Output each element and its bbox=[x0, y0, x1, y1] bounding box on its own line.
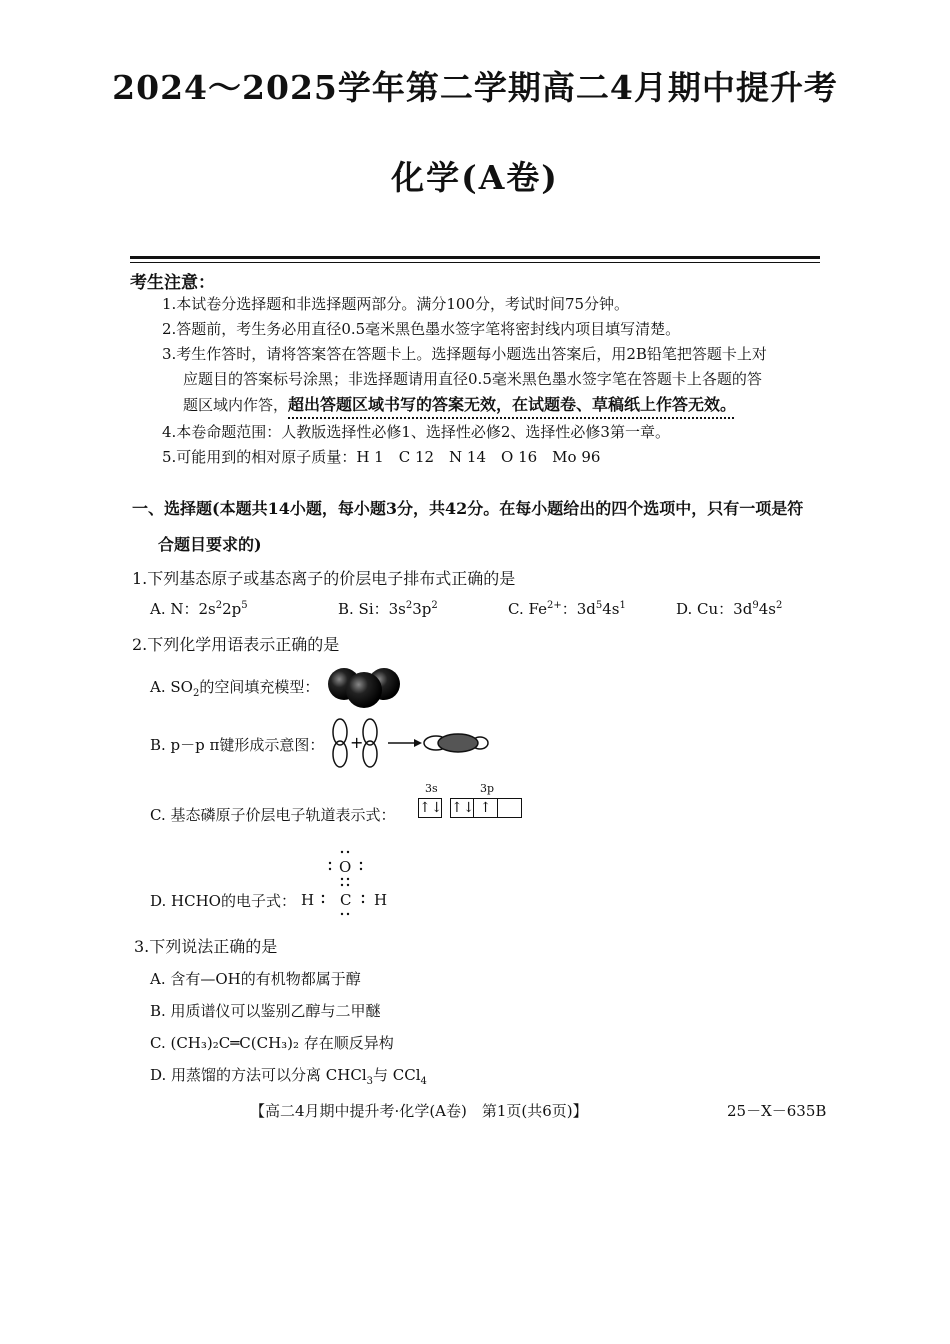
svg-text:O: O bbox=[339, 858, 352, 876]
section-title-line2: 合题目要求的) bbox=[158, 535, 262, 554]
q1-option-d: D. Cu：$3d^94s^2$ bbox=[676, 600, 783, 618]
q3-option-d: D. 用蒸馏的方法可以分离 CHCl$_3$与 CCl$_4$ bbox=[150, 1066, 427, 1087]
q1-option-c: C. $Fe^{2+}$：$3d^54s^1$ bbox=[508, 600, 626, 618]
notice-item-3-cont: 应题目的答案标号涂黑；非选择题请用直径0.5毫米黑色墨水签字笔在答题卡上各题的答 bbox=[183, 370, 762, 388]
q2-option-d: D. HCHO的电子式： bbox=[150, 892, 296, 910]
orbital-label-3p: 3p bbox=[480, 782, 495, 795]
footer-page-info: 【高二4月期中提升考·化学(A卷) 第1页(共6页)】 bbox=[250, 1102, 588, 1120]
so2-space-filling-model bbox=[324, 664, 404, 708]
q2-option-c: C. 基态磷原子价层电子轨道表示式： bbox=[150, 806, 396, 824]
section-title-line1: 一、选择题(本题共14小题，每小题3分，共42分。在每小题给出的四个选项中，只有一项是符 bbox=[132, 499, 804, 518]
q3-stem: 3.下列说法正确的是 bbox=[134, 937, 278, 956]
orbital-3p-box-1: ↑↓ bbox=[451, 800, 475, 816]
svg-text:C: C bbox=[340, 891, 352, 909]
svg-text:H: H bbox=[374, 891, 388, 909]
q3-option-c: C. (CH₃)₂C═C(CH₃)₂ 存在顺反异构 bbox=[150, 1034, 394, 1052]
q3-option-b: B. 用质谱仪可以鉴别乙醇与二甲醚 bbox=[150, 1002, 381, 1020]
orbital-label-3s: 3s bbox=[425, 782, 438, 795]
notice-item-3: 3.考生作答时，请将答案答在答题卡上。选择题每小题选出答案后，用2B铅笔把答题卡上对 bbox=[162, 345, 767, 363]
q2-option-a: A. $SO_2$的空间填充模型： bbox=[150, 678, 320, 699]
q1-stem: 1.下列基态原子或基态离子的价层电子排布式正确的是 bbox=[132, 569, 516, 588]
orbital-3p-box-3 bbox=[498, 798, 522, 818]
header-rule-thick bbox=[130, 256, 820, 259]
notice-item-3-tail: 题区域内作答， bbox=[183, 396, 289, 414]
phosphorus-orbital-diagram bbox=[418, 798, 522, 818]
notice-heading: 考生注意： bbox=[130, 273, 215, 293]
q1-option-b: B. Si：$3s^23p^2$ bbox=[338, 600, 438, 618]
q3-option-a: A. 含有—OH的有机物都属于醇 bbox=[150, 970, 361, 988]
header-rule-thin bbox=[130, 262, 820, 263]
orbital-3s-box: ↑↓ bbox=[419, 800, 443, 816]
svg-text:H: H bbox=[301, 891, 315, 909]
hcho-electron-formula bbox=[298, 842, 398, 922]
exam-title: 2024～2025学年第二学期高二4月期中提升考 bbox=[112, 68, 838, 107]
orbital-3p-box-2: ↑ bbox=[474, 798, 498, 818]
notice-item-1: 1.本试卷分选择题和非选择题两部分。满分100分，考试时间75分钟。 bbox=[162, 295, 630, 313]
q2-option-b: B. p－p π键形成示意图： bbox=[150, 736, 325, 754]
notice-item-2: 2.答题前，考生务必用直径0.5毫米黑色墨水签字笔将密封线内项目填写清楚。 bbox=[162, 320, 681, 338]
footer-code: 25－X－635B bbox=[727, 1102, 827, 1120]
notice-item-5: 5.可能用到的相对原子质量：H 1 C 12 N 14 O 16 Mo 96 bbox=[162, 448, 601, 466]
q1-option-a: A. N：$2s^22p^5$ bbox=[150, 600, 248, 618]
q2-stem: 2.下列化学用语表示正确的是 bbox=[132, 635, 340, 654]
p-p-pi-bond-diagram bbox=[330, 716, 490, 768]
notice-item-4: 4.本卷命题范围：人教版选择性必修1、选择性必修2、选择性必修3第一章。 bbox=[162, 423, 670, 441]
subject-title: 化学(A卷) bbox=[391, 158, 559, 197]
notice-item-3-end bbox=[183, 392, 736, 418]
svg-text:+: + bbox=[350, 733, 364, 752]
notice-emphasis: 超出答题区域书写的答案无效，在试题卷、草稿纸上作答无效。 bbox=[288, 395, 737, 414]
